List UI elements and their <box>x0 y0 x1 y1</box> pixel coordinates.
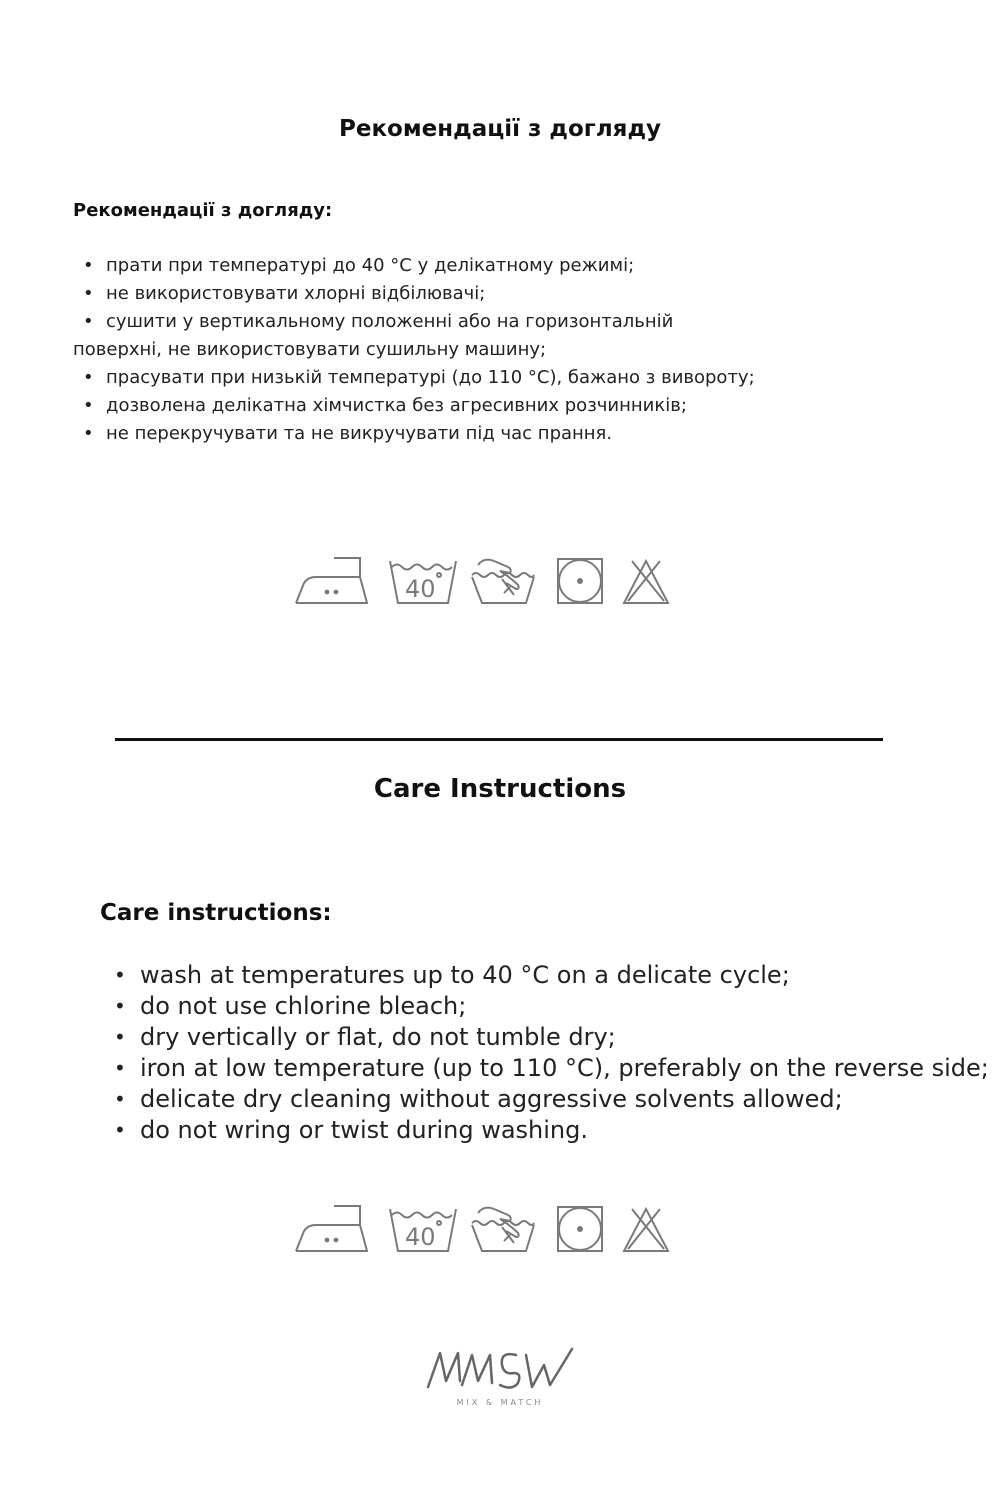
iron-low-temp-icon <box>296 558 367 603</box>
wash-40-icon <box>390 561 456 603</box>
ua-page-title: Рекомендації з догляду <box>338 116 662 142</box>
list-item-text: dry vertically or flat, do not tumble dry; <box>140 1023 616 1051</box>
iron-low-temp-icon <box>296 1206 367 1251</box>
hand-wash-icon <box>472 560 534 603</box>
section-divider <box>115 738 883 741</box>
list-item: • do not use chlorine bleach; <box>114 992 467 1020</box>
ua-care-subtitle: Рекомендації з догляду: <box>73 200 333 221</box>
list-item: • delicate dry cleaning without aggressive solvents allowed; <box>114 1085 843 1113</box>
no-bleach-icon <box>624 561 668 603</box>
tumble-dry-icon <box>558 559 602 603</box>
list-item: • не перекручувати та не викручувати під час прання. <box>83 423 613 444</box>
list-item-continuation: поверхні, не використовувати сушильну машину; <box>73 339 547 360</box>
en-care-list <box>100 960 989 1146</box>
list-item: • wash at temperatures up to 40 °C on a delicate cycle; <box>114 961 790 989</box>
list-item-text: прати при температурі до 40 °С у делікатному режимі; <box>106 255 635 276</box>
care-icons-strip <box>294 555 674 610</box>
care-icons-row <box>294 1203 674 1258</box>
list-item: • прати при температурі до 40 °С у делікатному режимі; <box>83 255 635 276</box>
brand-tagline: MIX & MATCH <box>456 1398 544 1407</box>
list-item: • прасувати при низькій температурі (до 110 °С), бажано з вивороту; <box>83 367 755 388</box>
list-item-text: delicate dry cleaning without aggressive solvents allowed; <box>140 1085 843 1113</box>
list-item-text: сушити у вертикальному положенні або на горизонтальній <box>106 311 674 332</box>
list-item: • не використовувати хлорні відбілювачі; <box>83 283 486 304</box>
care-icons-row <box>294 555 674 610</box>
wash-temperature-label: 40 <box>405 1223 436 1251</box>
hand-wash-icon <box>472 1208 534 1251</box>
wash-temperature-label: 40 <box>405 575 436 603</box>
list-item: • do not wring or twist during washing. <box>114 1116 588 1144</box>
list-item: • дозволена делікатна хімчистка без агресивних розчинників; <box>83 395 687 416</box>
list-item-text: iron at low temperature (up to 110 °C), preferably on the reverse side; <box>140 1054 989 1082</box>
list-item-text: wash at temperatures up to 40 °C on a delicate cycle; <box>140 961 790 989</box>
list-item-text: do not wring or twist during washing. <box>140 1116 588 1144</box>
list-item-text: прасувати при низькій температурі (до 110 °С), бажано з вивороту; <box>106 367 755 388</box>
list-item: • dry vertically or flat, do not tumble dry; <box>114 1023 616 1051</box>
wash-40-icon <box>390 1209 456 1251</box>
list-item-text: дозволена делікатна хімчистка без агресивних розчинників; <box>106 395 687 416</box>
care-icons-strip <box>294 1203 674 1258</box>
list-item-text: не перекручувати та не викручувати під час прання. <box>106 423 613 444</box>
list-item: • iron at low temperature (up to 110 °C), preferably on the reverse side; <box>114 1054 989 1082</box>
list-item: • сушити у вертикальному положенні або на горизонтальній <box>83 311 674 332</box>
no-bleach-icon <box>624 1209 668 1251</box>
ua-care-list <box>73 252 833 448</box>
list-item-text: не використовувати хлорні відбілювачі; <box>106 283 486 304</box>
en-care-subtitle: Care instructions: <box>100 900 332 926</box>
en-page-title: Care Instructions <box>373 774 627 804</box>
brand-logo <box>420 1343 580 1413</box>
list-item-text: do not use chlorine bleach; <box>140 992 467 1020</box>
tumble-dry-icon <box>558 1207 602 1251</box>
